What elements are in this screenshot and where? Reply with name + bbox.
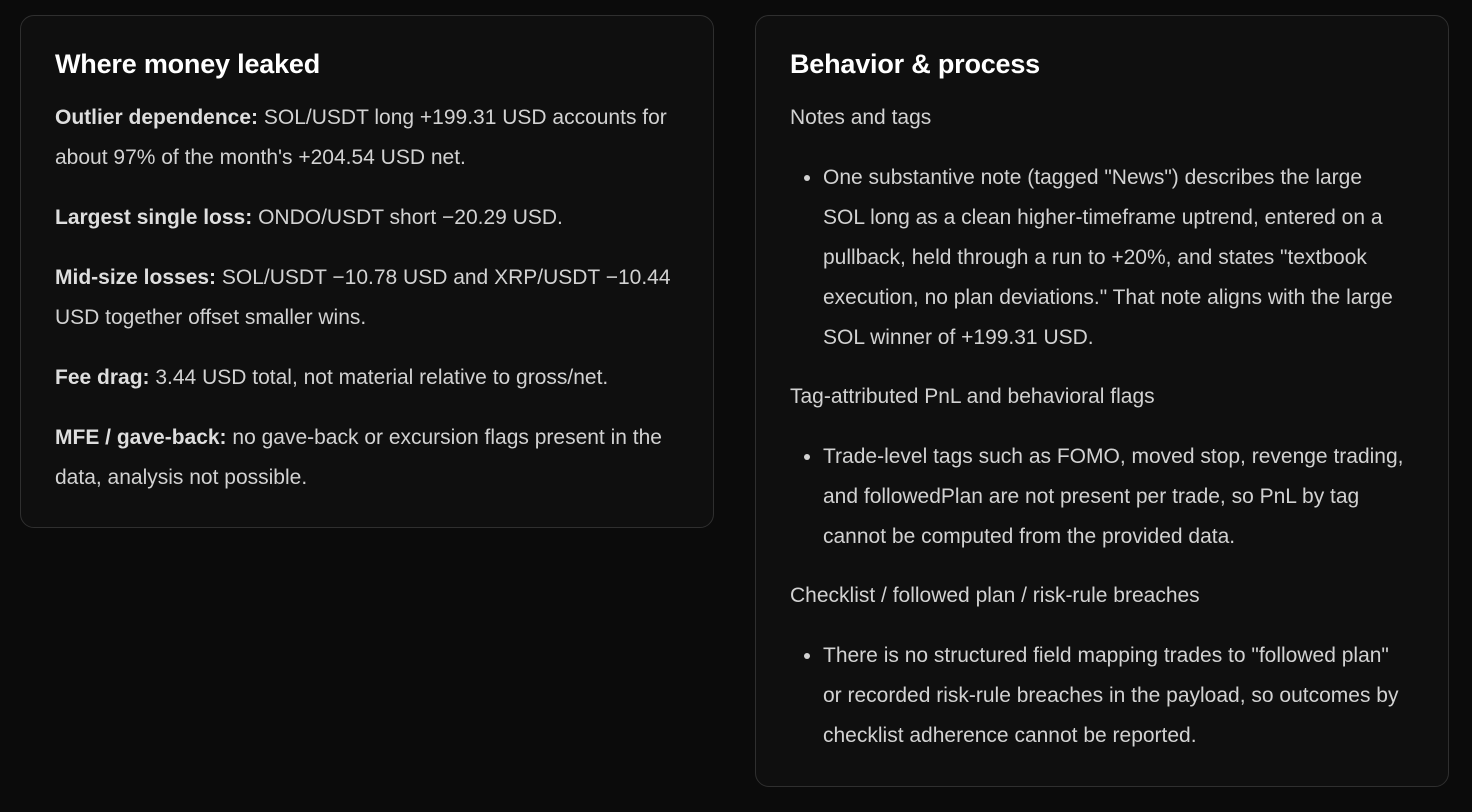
where-money-leaked-card [20, 15, 714, 528]
leak-item-mid-size-losses [55, 258, 679, 338]
list-item-text: One substantive note (tagged "News") describes the large SOL long as a clean higher-timeframe uptrend, entered on a pullback, held through a run to +20%, and states "textbook execution, no plan deviations." That note aligns with the large SOL winner of +199.31 USD. [823, 166, 1393, 349]
section-heading-tag-pnl: Tag-attributed PnL and behavioral flags [790, 385, 1155, 408]
leak-item-label: Mid-size losses: [55, 266, 217, 289]
leak-item-text: SOL/USDT long +199.31 USD accounts for about 97% of the month's +204.54 USD net. [55, 106, 667, 169]
section-heading-checklist: Checklist / followed plan / risk-rule breaches [790, 584, 1200, 607]
bullet-list [790, 158, 1414, 358]
bullet-dot-icon [804, 454, 810, 460]
leak-item-label: Largest single loss: [55, 206, 253, 229]
list-item [823, 437, 1414, 557]
bullet-list [790, 636, 1414, 756]
leak-item-text: ONDO/USDT short −20.29 USD. [252, 206, 563, 229]
bullet-dot-icon [804, 653, 810, 659]
leak-item-text: SOL/USDT −10.78 USD and XRP/USDT −10.44 USD together offset smaller wins. [55, 266, 671, 329]
leak-item-label: MFE / gave-back: [55, 426, 227, 449]
section-heading-notes-tags: Notes and tags [790, 106, 932, 129]
list-item [823, 158, 1414, 358]
leak-item-label: Outlier dependence: [55, 106, 259, 129]
leak-item-fee-drag [55, 358, 679, 398]
card-title: Behavior & process [790, 49, 1040, 79]
list-item-text: Trade-level tags such as FOMO, moved stop, revenge trading, and followedPlan are not present per trade, so PnL by tag cannot be computed from the provided data. [823, 445, 1404, 548]
leak-item-outlier-dependence [55, 98, 679, 178]
card-title: Where money leaked [55, 49, 321, 79]
leak-item-largest-single-loss [55, 198, 679, 238]
leak-item-text: 3.44 USD total, not material relative to gross/net. [149, 366, 609, 389]
leak-item-text: no gave-back or excursion flags present in the data, analysis not possible. [55, 426, 662, 489]
bullet-dot-icon [804, 175, 810, 181]
leak-item-label: Fee drag: [55, 366, 150, 389]
behavior-process-card [755, 15, 1449, 787]
leak-item-mfe-gave-back [55, 418, 679, 498]
bullet-list [790, 437, 1414, 557]
list-item-text: There is no structured field mapping trades to "followed plan" or recorded risk-rule breaches in the payload, so outcomes by checklist adherence cannot be reported. [823, 644, 1399, 747]
list-item [823, 636, 1414, 756]
